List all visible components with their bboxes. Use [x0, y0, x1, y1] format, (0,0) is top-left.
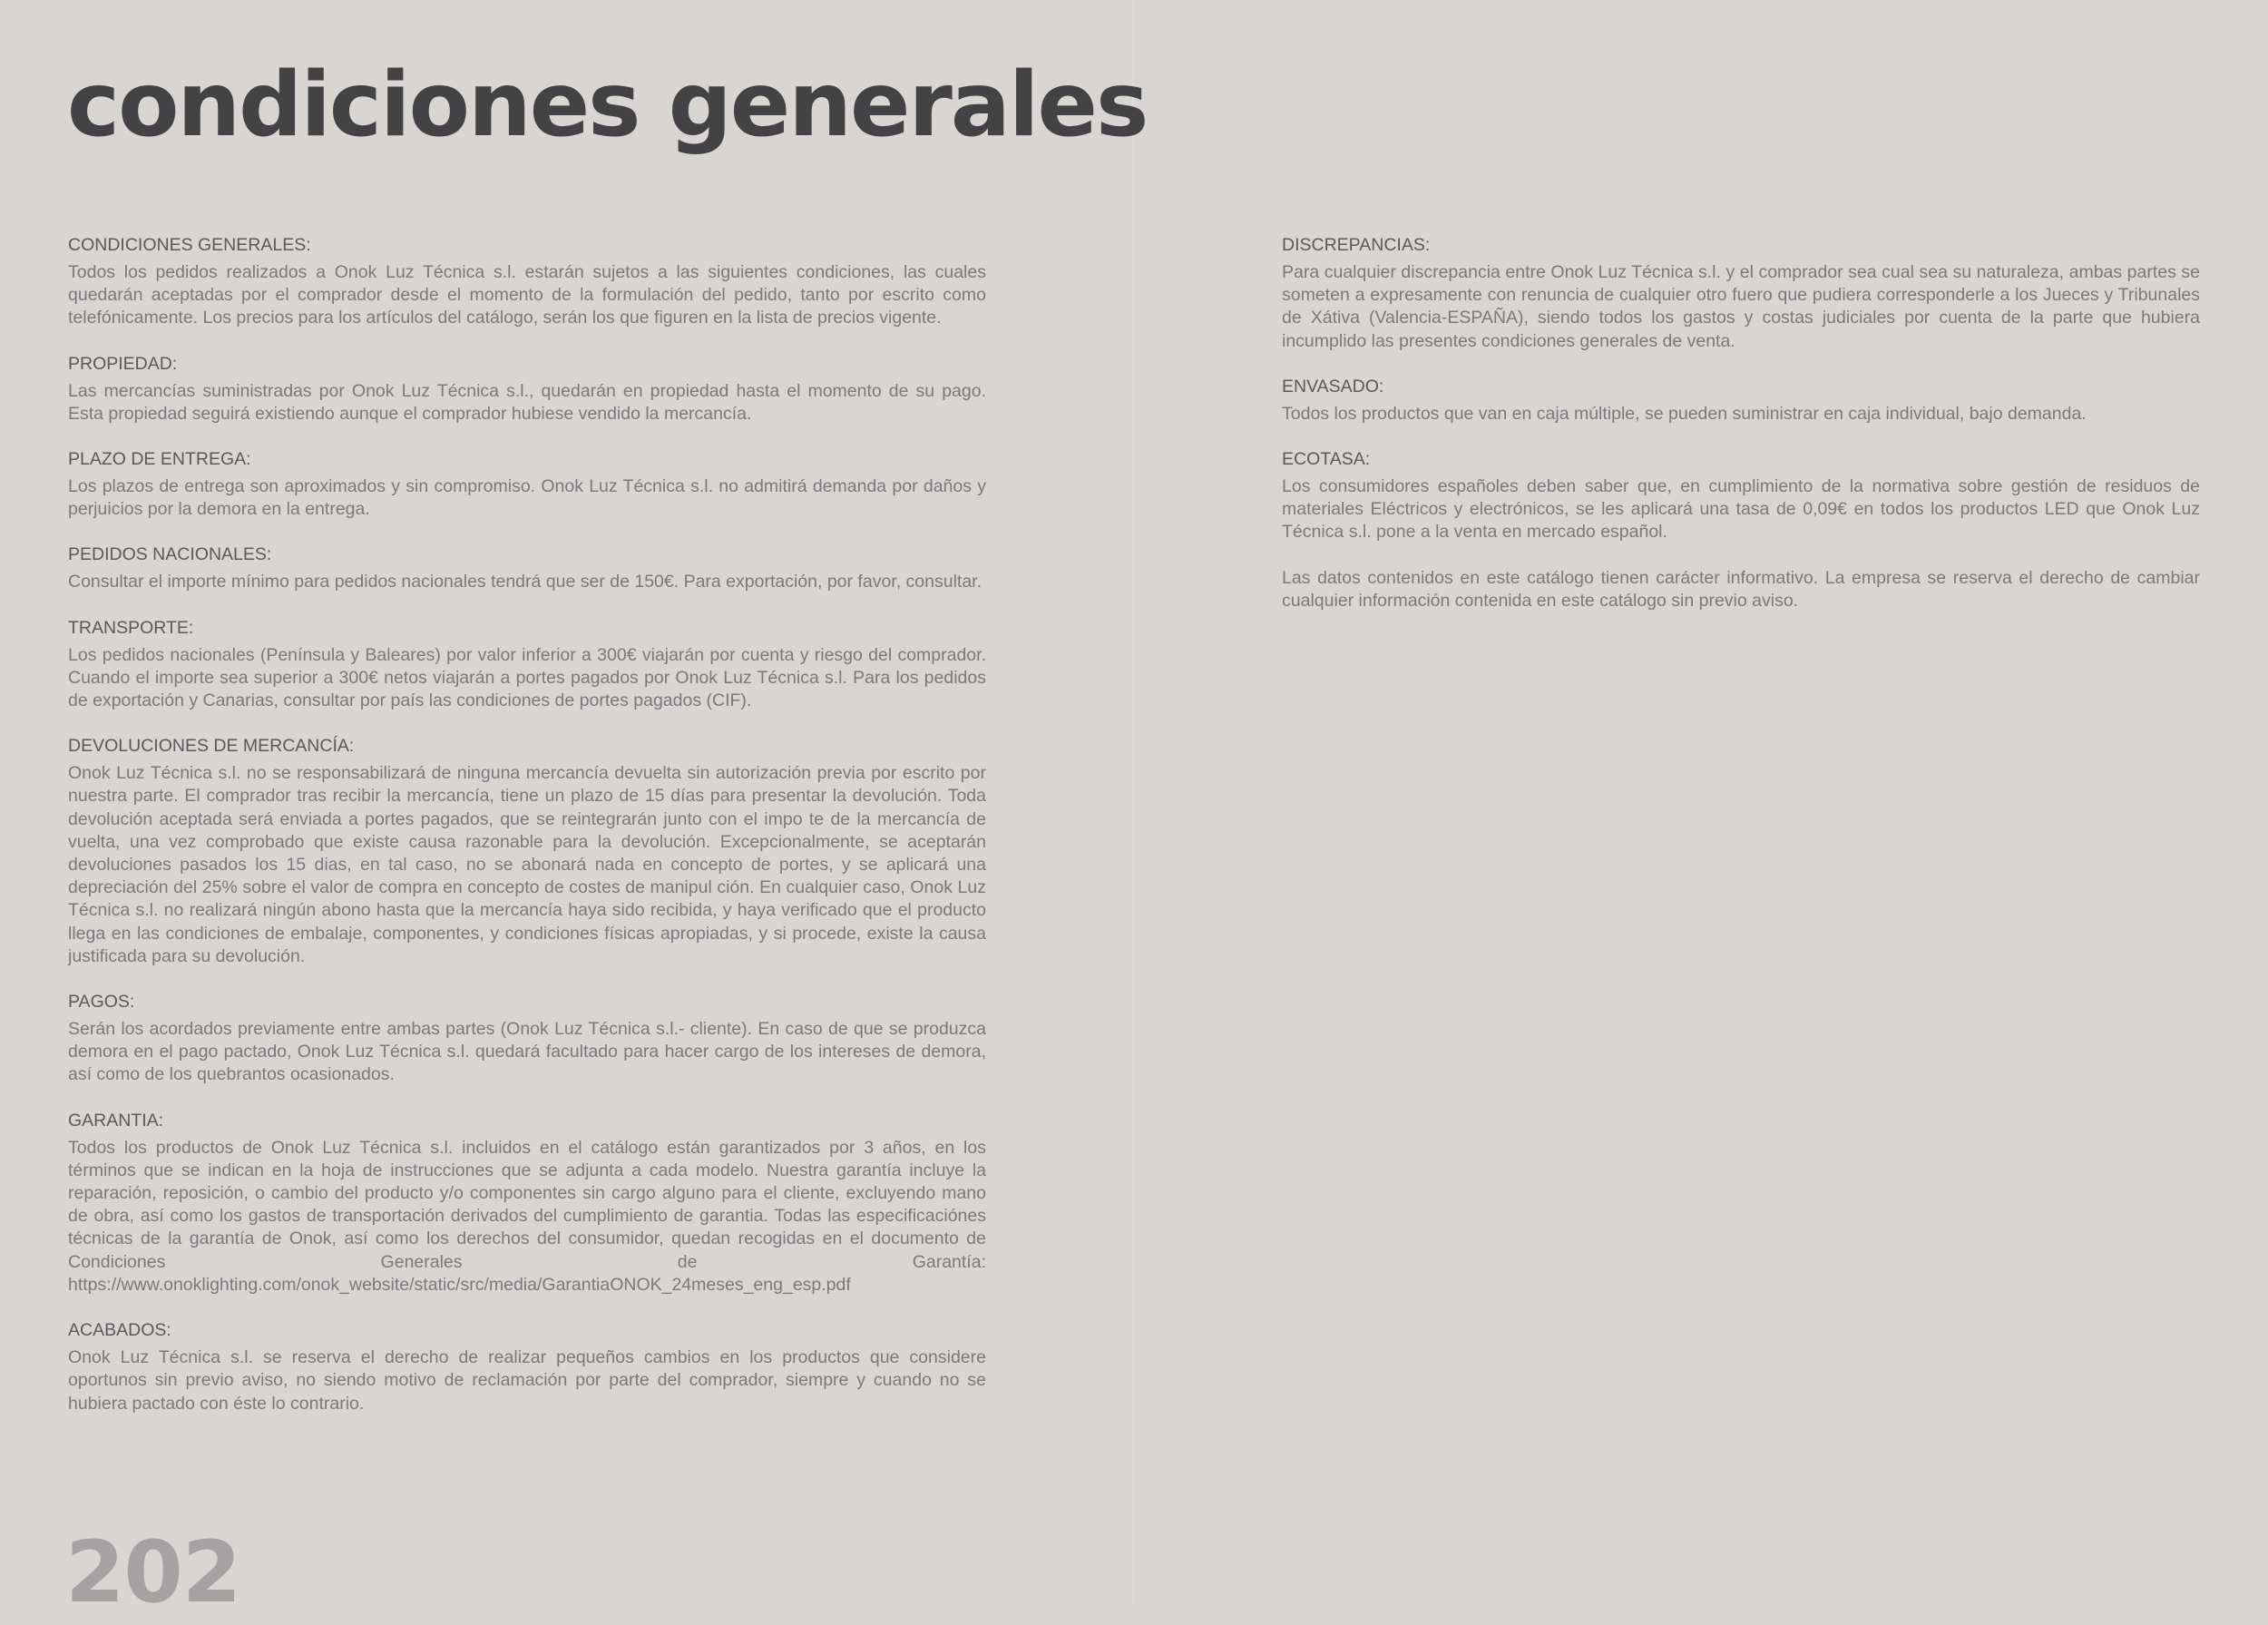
- section-body: Consultar el importe mínimo para pedidos nacionales tendrá que ser de 150€. Para exportación, por favor, consultar.: [68, 572, 982, 592]
- section-garantia: [68, 1110, 986, 1297]
- section-body: Onok Luz Técnica s.l. se reserva el derecho de realizar pequeños cambios en los productos que considere oportunos sin previo aviso, no siendo motivo de reclamación por parte del comprador, siempre y cuando no se hubiera pactado con éste lo contrario.: [68, 1347, 986, 1414]
- section-body: Serán los acordados previamente entre ambas partes (Onok Luz Técnica s.l.- cliente). En caso de que se produzca demora en el pago pactado, Onok Luz Técnica s.l. quedará facultado para hacer cargo de los intereses de demora, así como de los quebrantos ocasionados.: [68, 1019, 986, 1085]
- section-heading: DISCREPANCIAS:: [1282, 235, 1431, 255]
- section-body: Todos los pedidos realizados a Onok Luz Técnica s.l. estarán sujetos a las siguientes condiciones, las cuales quedarán aceptadas por el comprador desde el momento de la formulación del pedido, tanto por escrito como telefónicamente. Los precios para los artículos del catálogo, serán los que figuren en la lista de precios vigente.: [68, 262, 986, 328]
- section-pedidos-nacionales: [68, 543, 986, 593]
- section-heading: DEVOLUCIONES DE MERCANCÍA:: [68, 736, 355, 757]
- section-body: Todos los productos de Onok Luz Técnica s.l. incluidos en el catálogo están garantizados por 3 años, en los términos que se indican en la hoja de instrucciones que se adjunta a cada modelo. Nuestra garantía incluye la reparación, reposición, o cambio del producto y/o componentes sin cargo alguno para el cliente, excluyendo mano de obra, así como los gastos de transportación derivados del cumplimiento de garantia. Todas las especificaciónes técnicas de la garantía de Onok, así como los derechos del consumidor, quedan recogidas en el documento de Condiciones Generales de Garantía: https://www.onoklighting.com/onok_website/static/src/media/GarantiaONOK_24meses_eng_esp.pdf: [68, 1137, 986, 1295]
- page-number: 202: [65, 1523, 241, 1622]
- section-condiciones-generales: [68, 234, 986, 330]
- section-heading: TRANSPORTE:: [68, 617, 194, 638]
- section-acabados: [68, 1319, 986, 1415]
- section-propiedad: [68, 353, 986, 426]
- section-heading: PLAZO DE ENTREGA:: [68, 449, 251, 470]
- section-heading: PEDIDOS NACIONALES:: [68, 544, 272, 565]
- section-body: Los pedidos nacionales (Península y Baleares) por valor inferior a 300€ viajarán por cuenta y riesgo del comprador. Cuando el importe sea superior a 300€ netos viajarán a portes pagados por Onok Luz Técnica s.l. Para los pedidos de exportación y Canarias, consultar por país las condiciones de portes pagados (CIF).: [68, 644, 986, 711]
- section-body: Los plazos de entrega son aproximados y sin compromiso. Onok Luz Técnica s.l. no admitirá demanda por daños y perjuicios por la demora en la entrega.: [68, 476, 986, 520]
- section-body: Para cualquier discrepancia entre Onok Luz Técnica s.l. y el comprador sea cual sea su naturaleza, ambas partes se someten a expresamente con renuncia de cualquier otro fuero que pudiera corresponderle a los Jueces y Tribunales de Xátiva (Valencia-ESPAÑA), siendo todos los gastos y costas judiciales por cuenta de la parte que hubiera incumplido las presentes condiciones generales de venta.: [1282, 262, 2200, 351]
- section-heading: ENVASADO:: [1282, 376, 1384, 396]
- section-ecotasa: [1282, 448, 2200, 544]
- section-body: Los consumidores españoles deben saber que, en cumplimiento de la normativa sobre gestión de residuos de materiales Eléctricos y electrónicos, se les aplicará una tasa de 0,09€ en todos los productos LED que Onok Luz Técnica s.l. pone a la venta en mercado español.: [1282, 476, 2200, 543]
- catalog-disclaimer: Las datos contenidos en este catálogo tienen carácter informativo. La empresa se reserva el derecho de cambiar cualquier información contenida en este catálogo sin previo aviso.: [1282, 567, 2200, 611]
- section-heading: ACABADOS:: [68, 1320, 171, 1341]
- section-heading: PROPIEDAD:: [68, 353, 178, 374]
- right-column: [1282, 234, 2200, 612]
- section-plazo-de-entrega: [68, 448, 986, 521]
- section-envasado: [1282, 376, 2200, 426]
- spread-divider: [1132, 0, 1134, 1604]
- section-heading: GARANTIA:: [68, 1110, 164, 1131]
- left-column: [68, 234, 986, 1438]
- section-body: Onok Luz Técnica s.l. no se responsabilizará de ninguna mercancía devuelta sin autorización previa por escrito por nuestra parte. El comprador tras recibir la mercancía, tiene un plazo de 15 días para presentar la devolución. Toda devolución aceptada será enviada a portes pagados, que se reintegrarán junto con el impo te de la mercancía de vuelta, una vez comprobado que existe causa razonable para la devolución. Excepcionalmente, se aceptarán devoluciones pasados los 15 dias, en tal caso, no se abonará nada en concepto de portes, y se aplicará una depreciación del 25% sobre el valor de compra en concepto de costes de manipul ción. En cualquier caso, Onok Luz Técnica s.l. no realizará ningún abono hasta que la mercancía haya sido recibida, y haya verificado que el producto llega en las condiciones de embalaje, componentes, y condiciones físicas apropiadas, y si procede, existe la causa justificada para su devolución.: [68, 763, 986, 966]
- section-heading: ECOTASA:: [1282, 449, 1371, 470]
- section-body: Todos los productos que van en caja múltiple, se pueden suministrar en caja individual, bajo demanda.: [1282, 403, 2087, 424]
- section-heading: PAGOS:: [68, 992, 135, 1013]
- section-transporte: [68, 617, 986, 713]
- section-body: Las mercancías suministradas por Onok Luz Técnica s.l., quedarán en propiedad hasta el momento de su pago. Esta propiedad seguirá existiendo aunque el comprador hubiese vendido la mercancía.: [68, 380, 986, 424]
- section-pagos: [68, 991, 986, 1087]
- section-discrepancias: [1282, 234, 2200, 353]
- section-heading: CONDICIONES GENERALES:: [68, 235, 311, 255]
- section-devoluciones: [68, 735, 986, 968]
- page-title: condiciones generales: [67, 54, 1148, 157]
